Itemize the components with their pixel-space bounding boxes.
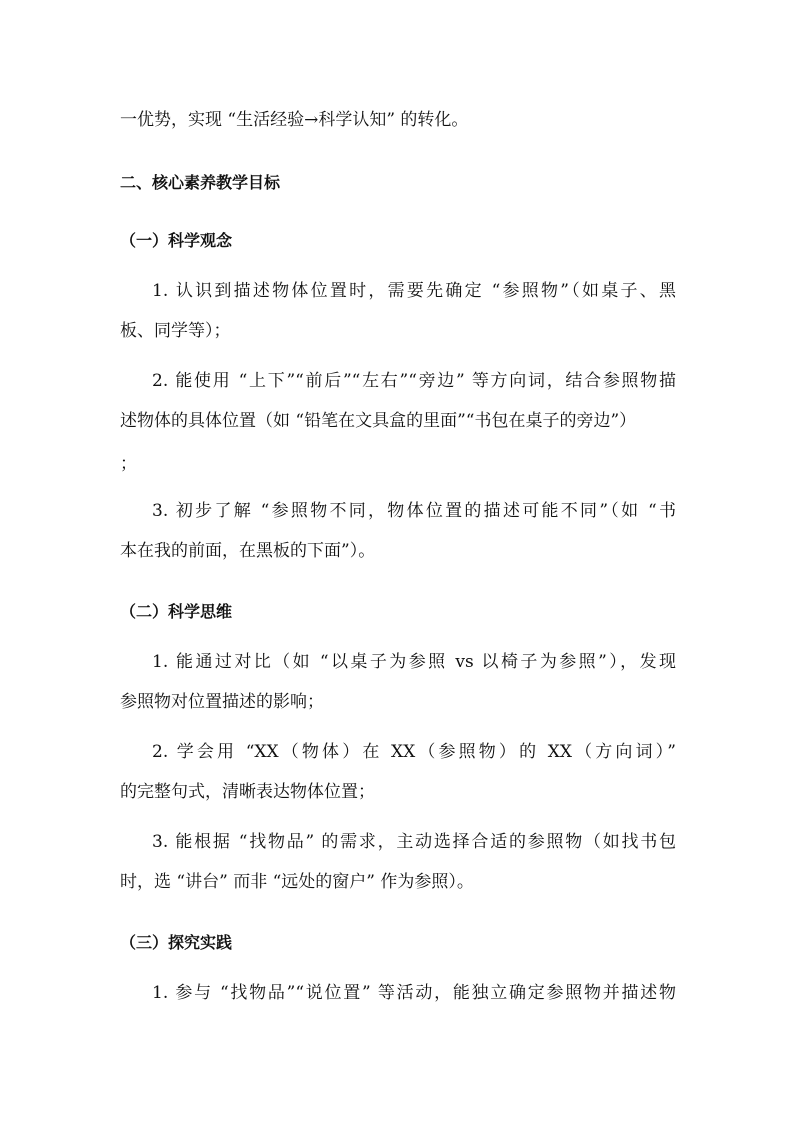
objective-1-2-line-1: 2. 能使用 “上下”“前后”“左右”“旁边” 等方向词，结合参照物描	[152, 371, 676, 391]
subsection-heading-scientific-thinking: （二）科学思维	[120, 602, 233, 621]
objective-2-2-line-1: 2. 学会用 “XX（物体）在 XX（参照物）的 XX（方向词）”	[152, 742, 676, 762]
objective-2-2-line-2: 的完整句式，清晰表达物体位置；	[120, 782, 375, 802]
section-heading-core-literacy: 二、核心素养教学目标	[120, 173, 281, 192]
objective-1-2-line-3: ；	[120, 454, 137, 474]
objective-2-1-line-1: 1. 能通过对比（如 “以桌子为参照 vs 以椅子为参照”），发现	[152, 652, 676, 672]
objective-1-1-line-1: 1. 认识到描述物体位置时，需要先确定 “参照物”（如桌子、黑	[152, 281, 676, 301]
objective-1-2-line-2: 述物体的具体位置（如 “铅笔在文具盒的里面”“书包在桌子的旁边”）	[120, 411, 637, 431]
objective-1-1-line-2: 板、同学等）；	[120, 321, 231, 341]
objective-2-1-line-2: 参照物对位置描述的影响；	[120, 692, 324, 712]
objective-3-1-line-1: 1. 参与 “找物品”“说位置” 等活动，能独立确定参照物并描述物	[152, 983, 676, 1003]
objective-1-3-line-1: 3. 初步了解 “参照物不同，物体位置的描述可能不同”（如 “书	[152, 501, 676, 521]
subsection-heading-inquiry-practice: （三）探究实践	[120, 933, 233, 952]
objective-1-3-line-2: 本在我的前面，在黑板的下面”）。	[120, 541, 376, 561]
objective-2-3-line-1: 3. 能根据 “找物品” 的需求，主动选择合适的参照物（如找书包	[152, 832, 676, 852]
subsection-heading-scientific-concepts: （一）科学观念	[120, 231, 233, 250]
intro-continuation-line: 一优势，实现 “生活经验→科学认知” 的转化。	[120, 110, 469, 130]
objective-2-3-line-2: 时，选 “讲台” 而非 “远处的窗户” 作为参照）。	[120, 872, 474, 892]
